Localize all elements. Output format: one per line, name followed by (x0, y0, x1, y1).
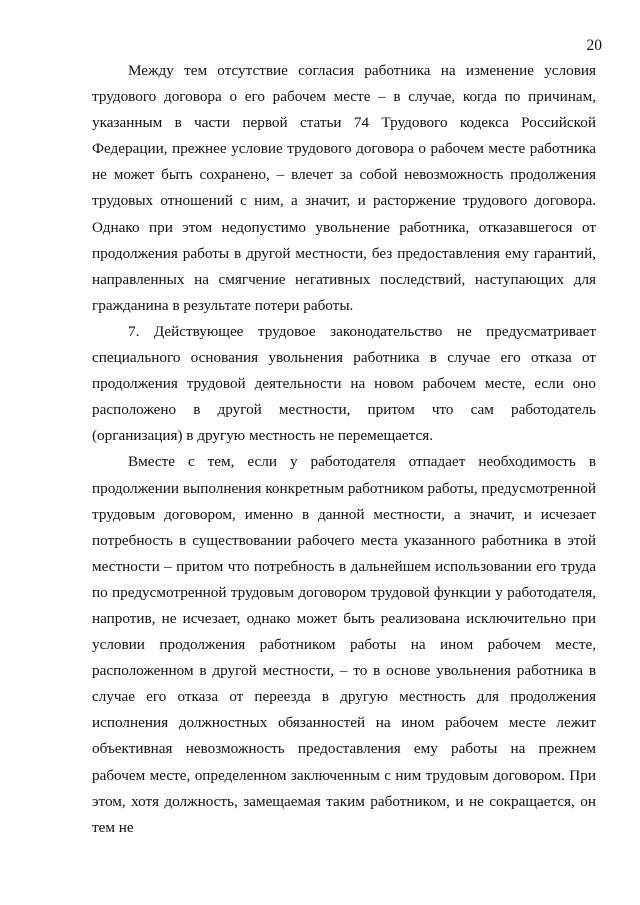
document-body (92, 58, 596, 841)
paragraph-consent-absence: Между тем отсутствие согласия работника на изменение условия трудового договора о его рабочем месте – в случае, когда по причинам, указанным в части первой статьи 74 Трудового кодекса Российской Федерации, прежнее условие трудового договора о рабочем месте работника не может быть сохранено, – влечет за собой невозможность продолжения трудовых отношений с ним, а значит, и расторжение трудового договора. Однако при этом недопустимо увольнение работника, отказавшегося от продолжения работы в другой местности, без предоставления ему гарантий, направленных на смягчение негативных последствий, наступающих для гражданина в результате потери работы. (92, 62, 596, 314)
paragraph-employer-need: Вместе с тем, если у работодателя отпадает необходимость в продолжении выполнения конкретным работником работы, предусмотренной трудовым договором, именно в данной местности, а значит, и исчезает потребность в существовании рабочего места указанного работника в этой местности – притом что потребность в дальнейшем использовании его труда по предусмотренной трудовым договором трудовой функции у работодателя, напротив, не исчезает, однако может быть реализована исключительно при условии продолжения работником работы на ином рабочем месте, расположенном в другой местности, – то в основе увольнения работника в случае его отказа от переезда в другую местность для продолжения исполнения должностных обязанностей на ином рабочем месте лежит объективная невозможность предоставления ему работы на прежнем рабочем месте, определенном заключенным с ним трудовым договором. При этом, хотя должность, замещаемая таким работником, и не сокращается, он тем не (92, 453, 596, 836)
paragraph-item-7: 7. Действующее трудовое законодательство не предусматривает специального основания увольнения работника в случае его отказа от продолжения трудовой деятельности на новом рабочем месте, если оно расположено в другой местности, притом что сам работодатель (организация) в другую местность не перемещается. (92, 322, 596, 445)
page-number: 20 (586, 37, 602, 54)
